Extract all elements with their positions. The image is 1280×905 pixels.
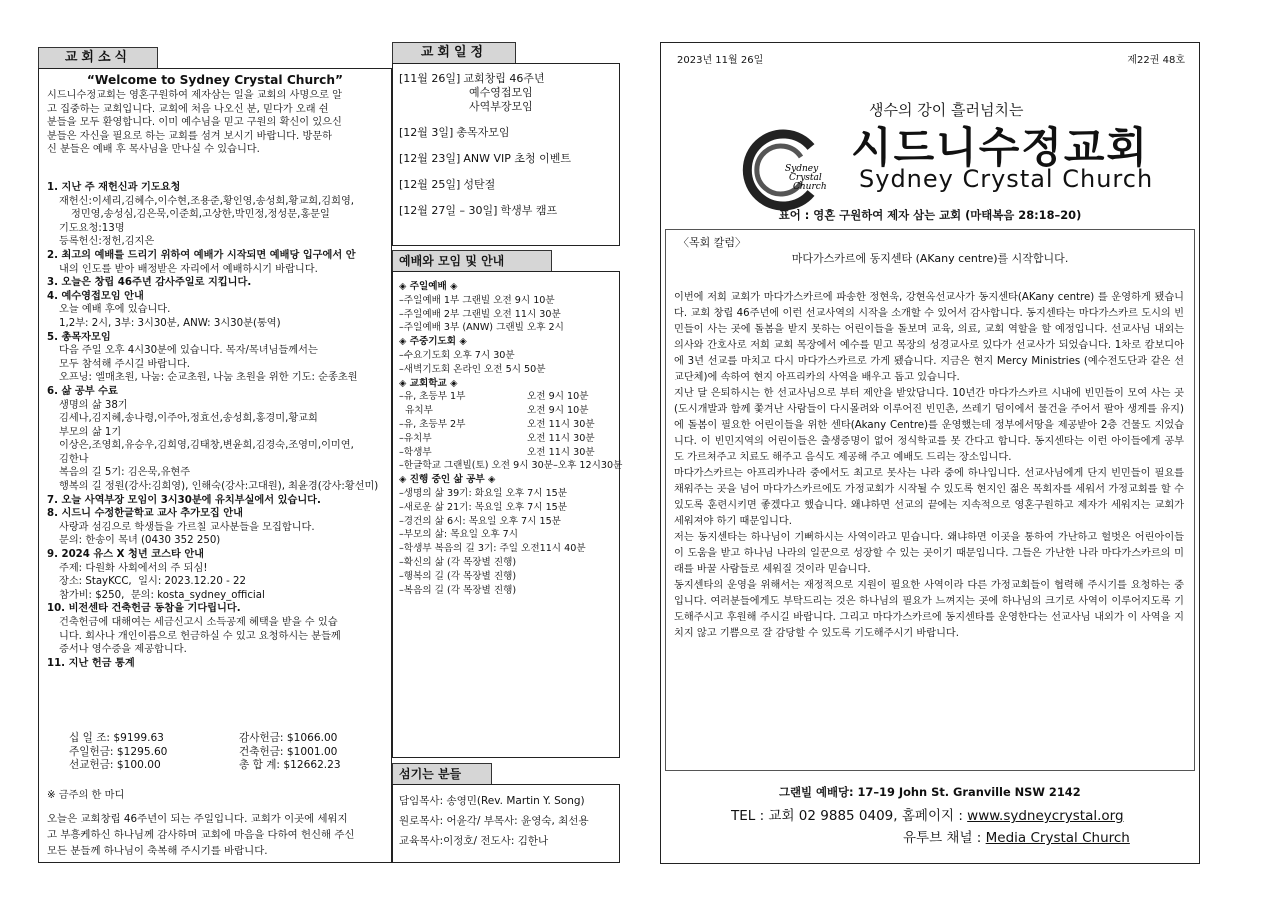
worship-time: 오전 11시 30분 xyxy=(527,432,595,444)
worship-category xyxy=(399,335,622,349)
worship-text: –행복의 길 (각 목장별 진행) xyxy=(399,570,517,582)
news-line: 8. 시드니 수정한글학교 교사 추가모집 안내 xyxy=(47,508,243,520)
essay-paragraph: 저는 동지센타는 하나님이 기뻐하시는 사역이라고 믿습니다. 왜냐하면 이곳을 통하여 가난하고 헐벗은 어린아이들이 도움을 받고 하나님 나라의 일꾼으로 성장할 수 있는 곳이기 때문입니다. 그들은 가난한 나라 마다가스카르의 미래를 바꿀 사람들로 세워질 것이라 믿습니다. xyxy=(674,532,1184,575)
essay-paragraph: 동지센타의 운영을 위해서는 재정적으로 지원이 필요한 사역이라 다른 가정교회들이 협력해 주시기를 요청하는 중입니다. 여러분들에게도 부탁드리는 것은 하나님의 필요가 느껴지는 곳에 하나님의 크기로 사역이 이루어지도록 기도해주시고 후원해 주시길 바랍니다. 그리고 마다가스카르에 동지센타를 운영한다는 선교사님 내외가 이 사역을 지치지 않고 기쁨으로 잘 감당할 수 있도록 기도해주시기 바랍니다. xyxy=(674,580,1184,639)
tel-label: TEL : 교회 02 9885 0409, 홈페이지 : xyxy=(731,808,968,824)
worship-item xyxy=(399,501,622,515)
news-line: 기도요청:13명 xyxy=(59,222,125,234)
news-line: 건축헌금에 대해여는 세금신고시 소득공제 혜택을 받을 수 있습 xyxy=(59,617,338,628)
worship-category xyxy=(399,377,622,391)
church-name-english: Sydney Crystal Church xyxy=(859,165,1154,193)
news-line: 모두 참석해 주시길 바랍니다. xyxy=(59,358,191,370)
news-line: 2. 최고의 예배를 드리기 위하여 예배가 시작되면 예배당 입구에서 안 xyxy=(47,249,356,261)
staff-line: 교육목사:이정호/ 전도사: 김한나 xyxy=(399,835,549,847)
bulletin-front-page xyxy=(660,42,1200,864)
motto: 표어 : 영혼 구원하여 제자 삼는 교회 (마태복음 28:18–20) xyxy=(778,208,1082,222)
schedule-event: 예수영접모임 xyxy=(469,86,533,99)
news-line: 복음의 길 5기: 김은묵,유현주 xyxy=(59,467,191,479)
offering-stats xyxy=(47,732,389,773)
logo-text-crystal: Crystal xyxy=(789,173,822,183)
schedule-item xyxy=(399,126,571,140)
word-line: 고 부흥케하신 하나님께 감사하며 교회에 마음을 다하여 헌신해 주신 xyxy=(47,829,355,841)
worship-list xyxy=(399,280,622,597)
schedule-date: [12월 23일] xyxy=(399,152,461,165)
worship-item xyxy=(399,515,622,529)
offering-item: 선교헌금: $100.00 xyxy=(69,759,161,772)
news-line: 1,2부: 2시, 3부: 3시30분, ANW: 3시30분(통역) xyxy=(59,317,281,329)
worship-item xyxy=(399,294,622,308)
essay-paragraph: 마다가스카르는 아프리카나라 중에서도 최고로 못사는 나라 중에 하나입니다. 선교사님에게 단지 빈민들이 필요를 채워주는 곳을 넘어 마다가스카르에도 가정교회가 시작될 수 있도록 현지인 젊은 목회자를 세워서 가정교회를 할 수 있도록 훈련시키면 좋겠다고 했습니다. 왜냐하면 선교의 끝에는 지속적으로 영혼구원하고 제자가 세워지는 교회가 세워져야 하기 때문입니다. xyxy=(674,468,1184,527)
news-line: 주제: 다원화 사회에서의 주 되심! xyxy=(59,562,208,574)
news-line: 사랑과 섬김으로 학생들을 가르칠 교사분들을 모집합니다. xyxy=(59,521,315,533)
news-line: 장소: StayKCC, 일시: 2023.12.20 - 22 xyxy=(59,576,246,588)
slogan: 생수의 강이 흘러넘치는 xyxy=(869,101,1024,119)
worship-text: ◈ 교회학교 ◈ xyxy=(399,377,458,389)
schedule-date: [12월 3일] xyxy=(399,126,454,139)
welcome-line: 고 집중하는 교회입니다. 교회에 처음 나오신 분, 믿다가 오래 쉰 xyxy=(47,103,329,115)
worship-item xyxy=(399,363,622,377)
schedule-header: 교회일정 xyxy=(392,42,516,64)
word-title: ※ 금주의 한 마디 xyxy=(47,790,125,801)
worship-text: –수요기도회 오후 7시 30분 xyxy=(399,349,515,361)
schedule-event: 성탄절 xyxy=(463,178,496,191)
news-line: 이상은,조영희,유승우,김희영,김태창,변윤희,김경숙,조영미,이미연, xyxy=(59,440,354,452)
worship-text: –부모의 삶: 목요일 오후 7시 xyxy=(399,529,519,541)
worship-text: –한글학교 그랜빌(토) 오전 9시 30분–오후 12시30분 xyxy=(399,460,623,472)
offering-item: 건축헌금: $1001.00 xyxy=(239,745,338,758)
offering-item: 주일헌금: $1295.60 xyxy=(69,745,168,758)
news-line: 증서나 영수증을 제공합니다. xyxy=(59,644,187,656)
worship-item xyxy=(399,459,622,473)
news-line: 부모의 삶 1기 xyxy=(59,426,122,438)
welcome-line: 시드니수정교회는 영혼구원하여 제자삼는 일을 교회의 사명으로 알 xyxy=(47,90,342,101)
worship-item xyxy=(399,390,622,404)
news-line: 5. 총목자모임 xyxy=(47,331,111,343)
worship-header: 예배와 모임 및 안내 xyxy=(392,250,552,272)
column-body xyxy=(674,290,1184,642)
word-text xyxy=(47,811,354,859)
news-line: 내의 인도를 받아 배정받은 자리에서 예배하시기 바랍니다. xyxy=(59,263,318,275)
worship-time: 오전 9시 10분 xyxy=(527,405,589,417)
church-logo-icon xyxy=(741,127,827,213)
schedule-item xyxy=(399,178,571,192)
worship-item xyxy=(399,556,622,570)
youtube-line xyxy=(903,826,1130,846)
worship-text: –주일예배 2부 그랜빌 오전 11시 30분 xyxy=(399,308,561,320)
news-line: 10. 비전센타 건축헌금 동참을 기다립니다. xyxy=(47,603,241,615)
church-news-box xyxy=(38,68,392,863)
news-line: 김세나,김지혜,송나령,이주아,정효선,송성희,홍경미,황교희 xyxy=(59,413,318,425)
worship-text: –확신의 삶 (각 목장별 진행) xyxy=(399,556,517,568)
worship-text: –유, 초등부 1부 xyxy=(399,391,466,403)
worship-text: –생명의 삶 39기: 화요일 오후 7시 15분 xyxy=(399,487,568,499)
schedule-list xyxy=(399,72,571,230)
worship-item xyxy=(399,542,622,556)
church-name-korean: 시드니수정교회 xyxy=(851,123,1150,172)
offering-item: 총 합 계: $12662.23 xyxy=(239,759,341,772)
worship-category xyxy=(399,280,622,294)
schedule-item xyxy=(399,152,571,166)
news-line: 6. 삶 공부 수료 xyxy=(47,385,118,397)
worship-text: ◈ 주일예배 ◈ xyxy=(399,281,458,292)
youtube-link[interactable]: Media Crystal Church xyxy=(985,830,1130,846)
schedule-date: [12월 27일 – 30일] xyxy=(399,204,498,217)
logo-text-sydney: Sydney xyxy=(785,164,819,174)
worship-text: 유치부 xyxy=(399,405,433,417)
worship-text: –새벽기도회 온라인 오전 5시 50분 xyxy=(399,363,546,375)
news-line: 9. 2024 유스 X 청년 코스타 안내 xyxy=(47,549,205,561)
worship-text: –경건의 삶 6시: 목요일 오후 7시 15분 xyxy=(399,515,561,527)
staff-line: 원로목사: 어윤각/ 부목사: 윤영숙, 최선용 xyxy=(399,815,589,827)
worship-item xyxy=(399,528,622,542)
welcome-line: 분들을 모두 환영합니다. 이미 예수님을 믿고 구원의 확신이 있으신 xyxy=(47,117,342,129)
news-line: 오프닝: 엘매초원, 나눔: 순교초원, 나눔 초원을 위한 기도: 순종초원 xyxy=(59,372,358,384)
schedule-event: 총목자모임 xyxy=(456,126,510,139)
staff-header: 섬기는 분들 xyxy=(392,763,492,785)
news-list xyxy=(47,181,378,670)
worship-item xyxy=(399,321,622,335)
worship-text: –유, 초등부 2부 xyxy=(399,418,466,430)
worship-text: ◈ 주중기도회 ◈ xyxy=(399,336,467,348)
youtube-label: 유투브 채널 : xyxy=(903,830,986,846)
news-line: 11. 지난 헌금 통계 xyxy=(47,657,135,669)
worship-text: –복음의 길 (각 목장별 진행) xyxy=(399,584,517,596)
offering-item: 십 일 조: $9199.63 xyxy=(69,732,164,744)
worship-text: –유치부 xyxy=(399,432,432,444)
news-line: 정민영,송성심,김은묵,이준희,고상한,박민정,정성문,홍문일 xyxy=(71,209,330,221)
worship-item xyxy=(399,349,622,363)
church-news-header: 교회소식 xyxy=(38,47,158,69)
news-line: 1. 지난 주 재헌신과 기도요청 xyxy=(47,182,181,193)
column-title: 마다가스카르에 동지센타 (AKany centre)를 시작합니다. xyxy=(791,252,1069,265)
news-line: 문의: 한송이 목녀 (0430 352 250) xyxy=(59,535,221,547)
worship-text: –주일예배 1부 그랜빌 오전 9시 10분 xyxy=(399,294,555,306)
schedule-event: ANW VIP 초청 이벤트 xyxy=(463,152,571,165)
schedule-event: 교회창립 46주년 xyxy=(463,72,545,85)
welcome-title: “Welcome to Sydney Crystal Church” xyxy=(86,73,344,87)
website-link[interactable]: www.sydneycrystal.org xyxy=(967,808,1124,824)
worship-time: 오전 11시 30분 xyxy=(527,446,595,458)
news-line: 7. 오늘 사역부장 모임이 3시30분에 유치부실에서 있습니다. xyxy=(47,494,321,506)
news-line: 생명의 삶 38기 xyxy=(59,399,128,411)
worship-item xyxy=(399,584,622,598)
worship-item xyxy=(399,404,622,418)
essay-paragraph: 이번에 저희 교회가 마다가스카르에 파송한 정현욱, 강현옥선교사가 동지센타(AKany centre) 를 운영하게 됐습니다. 교회 창립 46주년에 이런 선교사역의 시작을 소개할 수 있어서 감사합니다. 동지센타는 마다가스카르 도시의 빈민들이 사는 곳에 돌봄을 받지 못하는 어린이들을 돌보며 교육, 의료, 교회 역할을 할 예정입니다. 선교사님 내외는 의사와 간호사로 저희 교회 목장에서 예수를 믿고 목장의 성경교사로 있다가 선교사가 되었습니다. 1차로 캄보디아에 3년 선교를 마치고 다시 마다가스카르로 가게 됐습니다. 지금은 현지 Mercy Ministries (예수전도단과 같은 선교단체)에 속하여 현지 아프리카의 사역을 배우고 돕고 있습니다. xyxy=(674,292,1184,383)
staff-line: 담임목사: 송영민(Rev. Martin Y. Song) xyxy=(399,795,585,807)
worship-text: –학생부 복음의 길 3기: 주일 오전11시 40분 xyxy=(399,543,586,555)
bulletin-issue: 제22권 48호 xyxy=(1127,55,1185,66)
schedule-date: [12월 25일] xyxy=(399,178,461,191)
worship-item xyxy=(399,487,622,501)
bulletin-date: 2023년 11월 26일 xyxy=(677,55,764,66)
news-line: 다음 주일 오후 4시30분에 있습니다. 목자/목녀님들께서는 xyxy=(59,345,318,357)
worship-time: 오전 9시 10분 xyxy=(527,391,589,403)
offering-item: 감사헌금: $1066.00 xyxy=(239,732,338,744)
schedule-event: 학생부 캠프 xyxy=(500,204,558,217)
worship-text: –학생부 xyxy=(399,446,432,458)
schedule-item xyxy=(399,204,571,218)
worship-text: –주일예배 3부 (ANW) 그랜빌 오후 2시 xyxy=(399,322,564,334)
welcome-line: 신 분들은 예배 후 목사님을 만나실 수 있습니다. xyxy=(47,144,260,156)
news-line: 오늘 예배 후에 있습니다. xyxy=(59,304,171,316)
schedule-event: 사역부장모임 xyxy=(469,100,533,113)
staff-box xyxy=(392,784,620,863)
worship-text: –새로운 삶 21기: 목요일 오후 7시 15분 xyxy=(399,501,568,513)
worship-text: ◈ 진행 중인 삶 공부 ◈ xyxy=(399,474,496,486)
news-line: 4. 예수영접모임 안내 xyxy=(47,290,144,302)
worship-item xyxy=(399,308,622,322)
news-line: 행복의 길 정원(강사:김희영), 인해숙(강사:고대원), 최윤경(강사:황선미) xyxy=(59,481,379,493)
worship-box xyxy=(392,271,623,758)
column-label: 〈목회 칼럼〉 xyxy=(678,236,747,249)
contact-line xyxy=(731,804,1124,824)
worship-category xyxy=(399,473,622,487)
address: 그랜빌 예배당: 17–19 John St. Granville NSW 2142 xyxy=(779,785,1081,799)
news-line: 3. 오늘은 창립 46주년 감사주일로 지킵니다. xyxy=(47,277,252,289)
news-line: 재헌신:이세리,김혜수,이수현,조용준,황인영,송성희,황교희,김희영, xyxy=(59,195,355,207)
welcome-line: 분들은 자신을 필요로 하는 교회를 섬겨 보시기 바랍니다. 방문하 xyxy=(47,130,333,142)
staff-list xyxy=(399,791,589,851)
news-line: 니다. 회사나 개인이름으로 헌금하실 수 있고 요청하시는 분들께 xyxy=(59,630,341,642)
welcome-text xyxy=(47,89,342,157)
word-line: 오늘은 교회창립 46주년이 되는 주일입니다. 교회가 이곳에 세워지 xyxy=(47,813,348,825)
schedule-item xyxy=(399,72,571,114)
worship-item xyxy=(399,570,622,584)
worship-item xyxy=(399,432,622,446)
worship-item xyxy=(399,418,622,432)
column-box xyxy=(665,229,1195,771)
schedule-date: [11월 26일] xyxy=(399,72,461,85)
worship-item xyxy=(399,446,622,460)
essay-paragraph: 지난 달 은퇴하시는 한 선교사님으로 부터 제안을 받았답니다. 10년간 마다가스카르 시내에 빈민들이 모여 사는 곳 (도시개발과 함께 쫓겨난 사람들이 다시몰려와 이루어진 빈민촌, 쓰레기 덤이에서 물건을 주어서 팔아 생계를 유지)에 돌봄이 필요한 어린이들을 위한 센타(Akany Centre)를 운영했는데 정부에서땅을 제공받아 2층 건물도 지었습니다. 이 빈민지역의 어린이들은 출생증명이 없어 정식학교를 못 간다고 합니다. 동지센타는 이런 아이들에게 공부도 가르쳐주고 치료도 해주고 음식도 제공해 주고 예배도 드리는 장소입니다. xyxy=(674,388,1184,463)
news-line: 등록헌신:정헌,김지은 xyxy=(59,236,155,248)
logo-text-church: Church xyxy=(793,182,827,192)
news-line: 김한나 xyxy=(59,453,89,465)
schedule-box xyxy=(392,63,620,246)
news-line: 참가비: $250, 문의: kosta_sydney_official xyxy=(59,589,265,601)
word-line: 모든 분들께 하나님이 축복해 주시기를 바랍니다. xyxy=(47,845,268,857)
worship-time: 오전 11시 30분 xyxy=(527,418,595,430)
